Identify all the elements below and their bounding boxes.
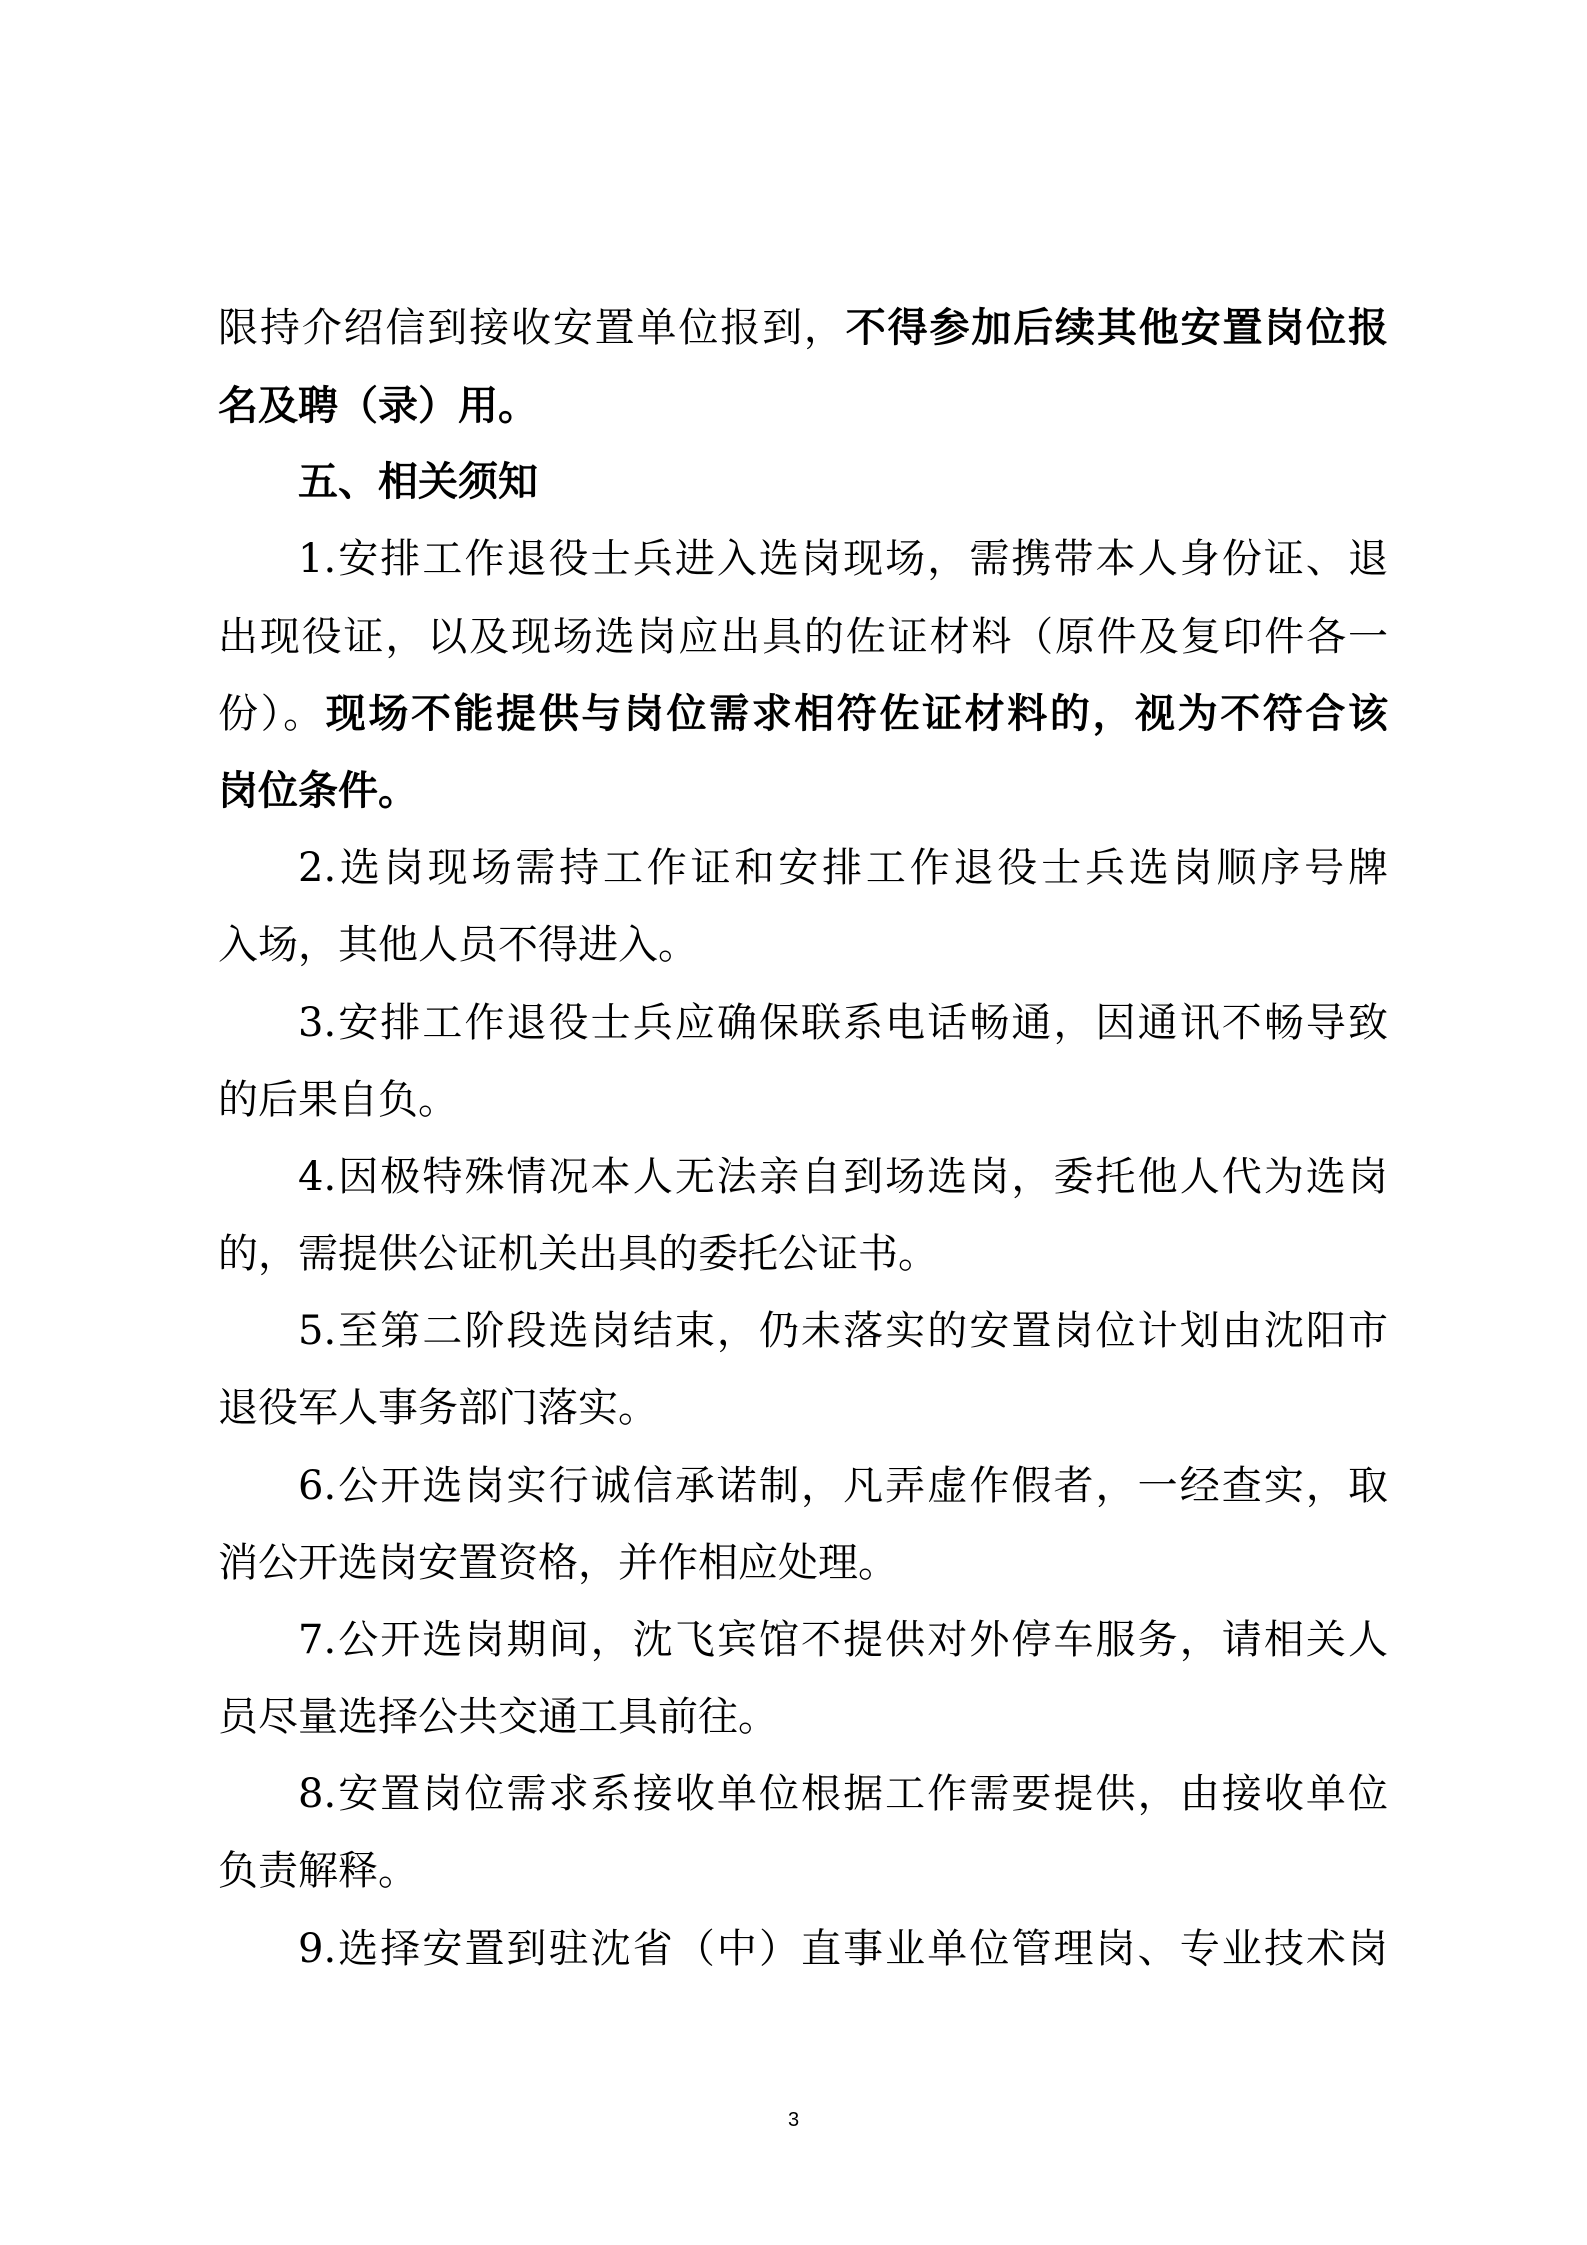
item-2-line-2: 入场，其他人员不得进入。 <box>218 922 698 968</box>
item-1-line-3 <box>218 689 1388 739</box>
section-heading: 五、相关须知 <box>298 459 538 505</box>
item-8-line-2: 负责解释。 <box>218 1848 418 1894</box>
item-2-line-1: 2.选岗现场需持工作证和安排工作退役士兵选岗顺序号牌 <box>298 845 1388 891</box>
item-5-line-2: 退役军人事务部门落实。 <box>218 1385 658 1431</box>
item-3-line-1: 3.安排工作退役士兵应确保联系电话畅通，因通讯不畅导致 <box>298 1000 1388 1046</box>
continuation-text-bold: 不得参加后续其他安置岗位报 <box>845 305 1389 351</box>
item-9-line-1: 9.选择安置到驻沈省（中）直事业单位管理岗、专业技术岗 <box>298 1926 1388 1972</box>
item-1-line-1: 1.安排工作退役士兵进入选岗现场，需携带本人身份证、退 <box>298 536 1388 582</box>
item-6-line-1: 6.公开选岗实行诚信承诺制，凡弄虚作假者，一经查实，取 <box>298 1463 1388 1509</box>
item-1-text-regular: 份）。 <box>218 691 326 737</box>
item-7-line-1: 7.公开选岗期间，沈飞宾馆不提供对外停车服务，请相关人 <box>298 1617 1388 1663</box>
page-number: 3 <box>787 2109 800 2131</box>
item-1-line-2: 出现役证，以及现场选岗应出具的佐证材料（原件及复印件各一 <box>218 614 1388 660</box>
item-8-line-1: 8.安置岗位需求系接收单位根据工作需要提供，由接收单位 <box>298 1771 1388 1817</box>
item-4-line-1: 4.因极特殊情况本人无法亲自到场选岗，委托他人代为选岗 <box>298 1154 1388 1200</box>
continuation-line-1 <box>218 303 1388 353</box>
continuation-line-2: 名及聘（录）用。 <box>218 383 538 429</box>
item-1-line-4: 岗位条件。 <box>218 768 418 814</box>
item-4-line-2: 的，需提供公证机关出具的委托公证书。 <box>218 1231 938 1277</box>
item-6-line-2: 消公开选岗安置资格，并作相应处理。 <box>218 1540 898 1586</box>
item-7-line-2: 员尽量选择公共交通工具前往。 <box>218 1694 778 1740</box>
item-5-line-1: 5.至第二阶段选岗结束，仍未落实的安置岗位计划由沈阳市 <box>298 1308 1388 1354</box>
item-3-line-2: 的后果自负。 <box>218 1077 458 1123</box>
item-1-text-bold: 现场不能提供与岗位需求相符佐证材料的，视为不符合该 <box>325 691 1389 737</box>
continuation-text-regular: 限持介绍信到接收安置单位报到， <box>218 305 846 351</box>
